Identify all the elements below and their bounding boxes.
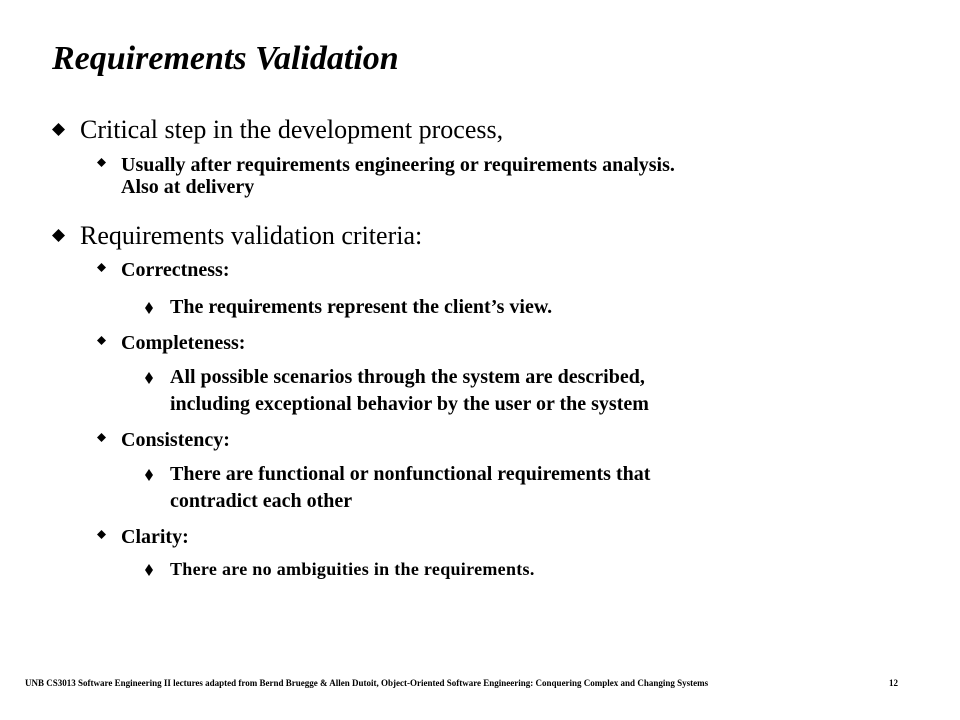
- diamond-subbullet-icon: [97, 158, 106, 167]
- subbullet-usually-after-line1: Usually after requirements engineering or requirements analysis.: [121, 154, 675, 176]
- criterion-correctness-label: Correctness:: [121, 259, 230, 281]
- diamond-subbullet-icon: [97, 263, 106, 272]
- slide-title: Requirements Validation: [52, 40, 399, 77]
- criterion-consistency-label: Consistency:: [121, 429, 230, 451]
- criterion-completeness-detail-line1: All possible scenarios through the system are described,: [170, 366, 645, 388]
- diamond-subbullet-icon: [97, 336, 106, 345]
- criterion-clarity-detail: There are no ambiguities in the requirements.: [170, 559, 535, 579]
- criterion-correctness-detail: The requirements represent the client’s view.: [170, 296, 553, 318]
- page-number: 12: [889, 678, 898, 688]
- criterion-clarity-label: Clarity:: [121, 526, 189, 548]
- footer-citation: UNB CS3013 Software Engineering II lectures adapted from Bernd Bruegge & Allen Dutoit, Object-Oriented Software Engineering: Conquering Complex and Changing Systems: [25, 678, 709, 688]
- diamond-bullet-icon: [52, 123, 65, 136]
- subbullet-usually-after-line2: Also at delivery: [121, 176, 255, 198]
- criterion-consistency-detail-line2: contradict each other: [170, 490, 353, 512]
- diamond-subbullet-icon: [97, 433, 106, 442]
- criterion-completeness-detail-line2: including exceptional behavior by the user or the system: [170, 393, 649, 415]
- diamond-subsubbullet-icon: [145, 372, 153, 384]
- diamond-subsubbullet-icon: [145, 564, 153, 576]
- diamond-subsubbullet-icon: [145, 469, 153, 481]
- diamond-subbullet-icon: [97, 530, 106, 539]
- bullet-validation-criteria: Requirements validation criteria:: [80, 221, 423, 250]
- diamond-bullet-icon: [52, 229, 65, 242]
- diamond-subsubbullet-icon: [145, 302, 153, 314]
- bullet-critical-step: Critical step in the development process,: [80, 115, 504, 144]
- criterion-completeness-label: Completeness:: [121, 332, 246, 354]
- criterion-consistency-detail-line1: There are functional or nonfunctional requirements that: [170, 463, 651, 485]
